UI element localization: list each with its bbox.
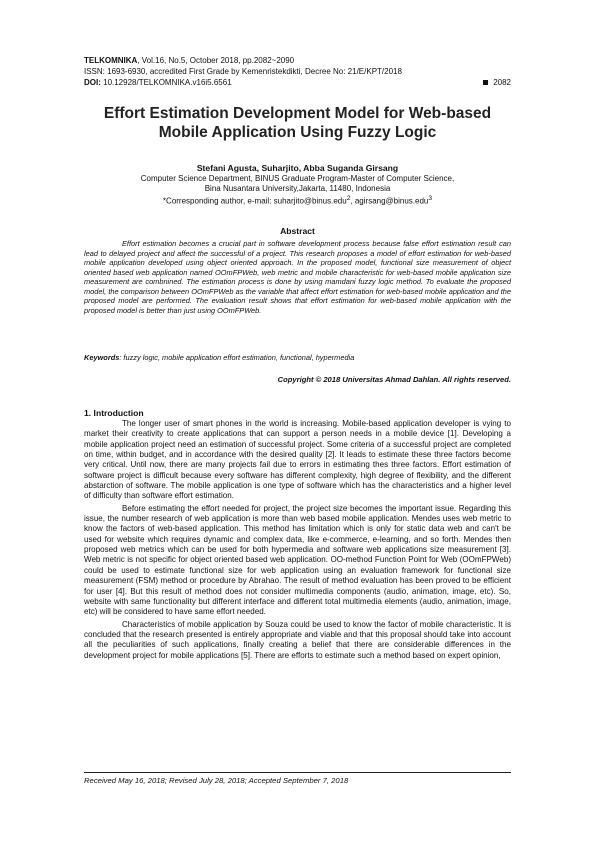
doi-label: DOI: [84, 78, 101, 87]
issn-line: ISSN: 1693-6930, accredited First Grade by Kemenristekdikti, Decree No: 21/E/KPT/2018 [84, 67, 402, 76]
second-email[interactable]: , agirsang@binus.edu [350, 196, 429, 206]
doi-line [84, 77, 232, 88]
email-superscript-2: 3 [428, 195, 433, 202]
copyright-notice: Copyright © 2018 Universitas Ahmad Dahlan. All rights reserved. [277, 375, 511, 384]
journal-line [84, 55, 511, 66]
doi-link[interactable]: 10.12928/TELKOMNIKA.v16i5.6561 [100, 78, 232, 87]
author-names: Stefani Agusta, Suharjito, Abba Suganda Girsang [196, 163, 399, 173]
affiliation-line-2: Bina Nusantara University,Jakarta, 11480, Indonesia [204, 184, 391, 193]
received-dates-footer: Received May 16, 2018; Revised July 28, 2018; Accepted September 7, 2018 [84, 776, 349, 785]
abstract-heading: Abstract [280, 226, 315, 236]
corresponding-author [60, 194, 535, 207]
footer-divider [84, 772, 511, 773]
intro-paragraph-3: Characteristics of mobile application by Souza could be used to know the factor of mobile characteristic. It is concluded that the research presented is entirely appropriate and viable and that this proposal should take into account all the peculiarities of such applications, finally creating a belief that there are considerable differences in the development project for mobile applications [5]. There are efforts to estimate such a method based on expert opinion, [84, 619, 511, 660]
running-header [84, 55, 511, 88]
email-superscript-1: 2 [346, 195, 351, 202]
paper-title [60, 104, 535, 142]
journal-name: TELKOMNIKA [84, 56, 138, 65]
page-number: 2082 [493, 78, 511, 87]
corresponding-email[interactable]: *Corresponding author, e-mail: suharjito@binus.edu [162, 196, 347, 206]
square-bullet-icon [483, 80, 488, 85]
title-line-2: Mobile Application Using Fuzzy Logic [158, 124, 437, 141]
intro-paragraph-1: The longer user of smart phones in the world is increasing. Mobile-based application developer is vying to market their creativity to create applications that can support a person needs in a mobile device [1]. Developing a mobile application project need an estimation of successful project. Some criteria of a successful project are completed on time, within budget, and in accordance with the desired quality [2]. It leads to estimate these three factors become very critical. Until now, there are many projects fail due to errors in estimating thes three factors. Effort estimation of software project is difficult because every software has different complexity, high degree of flexibility, and the different abstarction of software. The mobile application is one type of software which has the characteristics and a higher level of difficulty than software effort estimation. [84, 419, 511, 501]
keywords-line [84, 353, 511, 362]
intro-paragraph-2: Before estimating the effort needed for project, the project size becomes the important issue. Regarding this issue, the number research of web application is more than web based mobile application. Mendes uses web metric to know the factors of web-based application. This method has limitation which is only for static data web and can't be used for website which requires dynamic and complex data, like e-commerce, e-learning, and so forth. Mendes then proposed web metrics which can be used for both hypermedia and software web applications size measurement [3]. Web metric is not specific for object oriented based web application. OO-method Function Point for Web (OOmFPWeb) could be used to estimate functional size for web application using an evaluation framework for functional size measurement (FSM) method or procedure by Abrahao. The result of method evaluation has been proved to be efficient for user [4]. But this result of method does not consider multimedia components (audio, animation, image, etc). So, website with same functionality but different interface and different total multimedia elements (audio, animation, image, etc) will be considered to have same effort needed. [84, 503, 511, 617]
keywords-text: : fuzzy logic, mobile application effort estimation, functional, hypermedia [119, 353, 355, 362]
introduction-body [84, 419, 511, 663]
keywords-label: Keywords [84, 353, 120, 362]
author-block [60, 162, 535, 207]
journal-details: , Vol.16, No.5, October 2018, pp.2082~2090 [137, 56, 295, 65]
title-line-1: Effort Estimation Development Model for Web-based [103, 105, 492, 122]
page-number-block [483, 77, 511, 88]
abstract-text: Effort estimation becomes a crucial part in software development process because false effort estimation result can lead to delayed project and affect the successful of a project. This research proposes a model of effort estimation for web-based mobile application developed using object oriented approach. In the proposed model, functional size measurement of object oriented based web application named OOmFPWeb, web metric and mobile characteristic for web-based mobile application size measurement are combnined. The estimation process is done by using mamdani fuzzy logic method. To evaluate the proposed model, the comparison between OOmFPWeb as the variable that affect effort estimation for web-based mobile application and the proposed model are performed. The evaluation result shows that effort estimation for web-based mobile application with the proposed model is better than just using OOmFPWeb. [84, 239, 511, 315]
doi-page-line [84, 77, 511, 88]
section-heading-introduction: 1. Introduction [84, 408, 144, 418]
affiliation-line-1: Computer Science Department, BINUS Graduate Program-Master of Computer Science, [140, 174, 455, 183]
